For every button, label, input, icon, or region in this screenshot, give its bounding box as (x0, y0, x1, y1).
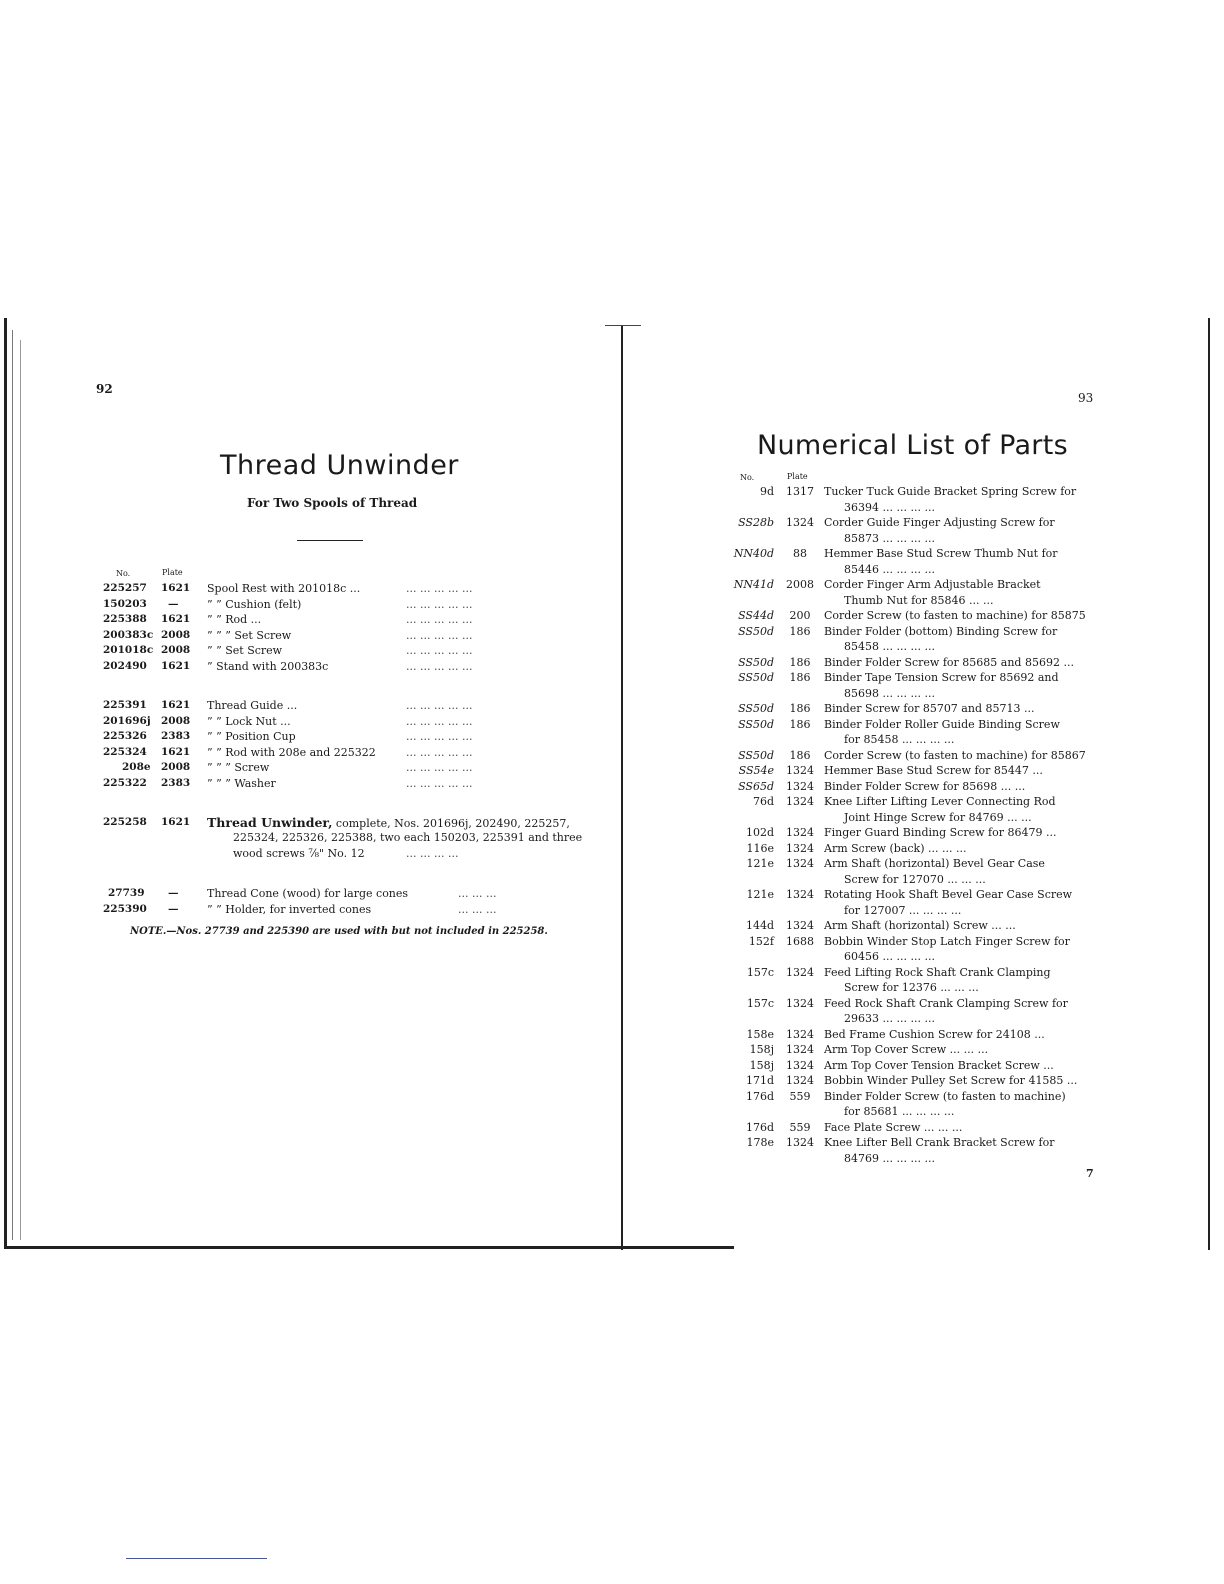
description-line: Bobbin Winder Pulley Set Screw for 41585 ... (824, 1074, 1078, 1087)
part-description: ” Stand with 200383c (207, 659, 329, 673)
plate-number: 1621 (161, 745, 191, 758)
plate-number: 2008 (161, 644, 191, 656)
part-number: 176d (745, 1089, 774, 1103)
left-page-number: 92 (96, 382, 113, 396)
part-description: ” ” ” Screw (207, 761, 270, 774)
list-item (712, 856, 1097, 887)
part-number: 208e (122, 761, 151, 773)
part-number: 178e (746, 1136, 774, 1149)
list-item (712, 1135, 1097, 1166)
plate-number: 2008 (161, 761, 191, 773)
description-line: 85698 ... ... ... ... (844, 686, 935, 700)
part-description (824, 670, 1086, 701)
description-line: complete, Nos. 201696j, 202490, 225257, (332, 817, 570, 830)
list-item (712, 1027, 1097, 1043)
left-page-subtitle: For Two Spools of Thread (247, 496, 418, 510)
part-description: Spool Rest with 201018c ... (207, 582, 361, 595)
list-item (712, 515, 1097, 546)
part-number: SS44d (738, 609, 774, 622)
part-number: 158j (749, 1058, 774, 1072)
part-number: SS50d (738, 655, 774, 669)
part-description: Thread Cone (wood) for large cones (207, 887, 409, 900)
part-number: NN40d (733, 547, 774, 560)
plate-number: 1324 (786, 516, 814, 529)
part-description (824, 1135, 1086, 1166)
part-description (824, 577, 1086, 608)
plate-number: 1324 (786, 1027, 814, 1041)
list-item (712, 717, 1097, 748)
part-number: 76d (752, 795, 774, 808)
leader-dots: ... ... ... ... ... (406, 699, 473, 712)
part-description (824, 763, 1086, 779)
description-line: Corder Screw (to fasten to machine) for 85875 (824, 609, 1086, 622)
plate-number: 186 (789, 702, 811, 715)
description-line: 225324, 225326, 225388, two each 150203, 225391 and three (233, 831, 583, 844)
part-description: ” ” Rod with 208e and 225322 (207, 745, 376, 759)
plate-number: 1621 (161, 613, 191, 625)
part-description (824, 1058, 1086, 1074)
leader-dots: ... ... ... ... ... (406, 597, 473, 611)
list-item (712, 841, 1097, 857)
plate-number: 2008 (161, 628, 191, 641)
part-number: 27739 (108, 887, 145, 899)
part-description (824, 825, 1086, 841)
gutter-line (621, 325, 623, 1250)
list-item (712, 1042, 1097, 1058)
description-line: 85446 ... ... ... ... (844, 562, 935, 576)
part-number: 225324 (103, 745, 147, 758)
description-line: 85458 ... ... ... ... (844, 640, 935, 653)
right-col-header-plate: Plate (787, 472, 808, 481)
list-item (712, 670, 1097, 701)
part-description (824, 965, 1086, 996)
description-line: Binder Folder Roller Guide Binding Screw (824, 717, 1060, 731)
leader-dots: ... ... ... ... ... (406, 628, 473, 642)
description-line: Binder Folder Screw for 85698 ... ... (824, 779, 1026, 793)
description-line: Screw for 127070 ... ... ... (844, 872, 986, 886)
part-number: SS28b (738, 516, 774, 529)
part-description (824, 918, 1086, 934)
part-number: 152f (748, 934, 774, 948)
leader-dots: ... ... ... ... ... (406, 745, 473, 759)
part-number: 225388 (103, 613, 147, 625)
table-row (0, 698, 600, 713)
leader-dots: ... ... ... ... ... (406, 714, 473, 728)
table-row (0, 628, 600, 643)
description-line: Joint Hinge Screw for 84769 ... ... (844, 810, 1032, 824)
description-line: Arm Top Cover Screw ... ... ... (824, 1043, 989, 1056)
plate-number: 1324 (786, 795, 814, 808)
description-line: Hemmer Base Stud Screw for 85447 ... (824, 764, 1043, 777)
description-line: Tucker Tuck Guide Bracket Spring Screw for (824, 485, 1077, 498)
table-row (0, 745, 600, 760)
plate-number: 186 (789, 655, 811, 669)
plate-number: 1621 (161, 699, 191, 711)
plate-number: 186 (789, 624, 811, 638)
list-item (712, 655, 1097, 671)
part-description: ” ” ” Washer (207, 776, 276, 790)
list-item (712, 996, 1097, 1027)
part-number: 9d (759, 485, 774, 498)
part-number: 225257 (103, 582, 147, 594)
plate-number: 1324 (786, 996, 814, 1010)
part-number: 144d (745, 919, 774, 932)
list-item (712, 577, 1097, 608)
plate-number: — (168, 887, 179, 899)
plate-number: 1621 (161, 582, 191, 594)
plate-number: 88 (793, 547, 807, 560)
part-description (824, 996, 1086, 1027)
description-line: 84769 ... ... ... ... (844, 1151, 935, 1165)
description-line: for 127007 ... ... ... ... (844, 903, 962, 917)
part-description (824, 856, 1086, 887)
list-item (712, 701, 1097, 717)
description-line: Corder Screw (to fasten to machine) for 85867 (824, 748, 1086, 762)
table-row (0, 597, 600, 612)
plate-number: 1324 (786, 1058, 814, 1072)
description-line: Arm Screw (back) ... ... ... (824, 841, 967, 855)
leader-dots: ... ... ... ... ... (406, 730, 473, 743)
right-page-number: 93 (1078, 391, 1094, 405)
description-line: 36394 ... ... ... ... (844, 500, 935, 514)
part-number: 225326 (103, 730, 147, 742)
part-number: 225258 (103, 816, 147, 828)
description-line: Binder Folder (bottom) Binding Screw for (824, 624, 1058, 638)
plate-number: 1324 (786, 888, 814, 901)
table-row (0, 612, 600, 627)
left-page-title: Thread Unwinder (220, 450, 459, 481)
part-description (824, 1120, 1086, 1136)
leader-dots: ... ... ... ... ... (406, 659, 473, 673)
plate-number: 2008 (786, 578, 814, 591)
part-number: 150203 (103, 597, 147, 610)
part-number: 171d (745, 1074, 774, 1087)
plate-number: 1324 (786, 1074, 814, 1087)
list-item (712, 484, 1097, 515)
plate-number: 200 (789, 609, 811, 622)
part-description: ” ” Holder, for inverted cones (207, 903, 372, 916)
table-row (0, 760, 600, 775)
table-row (0, 902, 600, 917)
leader-dots: ... ... ... (458, 903, 497, 916)
list-item (712, 1120, 1097, 1136)
plate-number: 1324 (786, 841, 814, 855)
part-description (824, 1027, 1086, 1043)
part-description: ” ” Cushion (felt) (207, 597, 302, 611)
plate-number: 2383 (161, 776, 191, 789)
description-line: Arm Shaft (horizontal) Screw ... ... (824, 919, 1016, 932)
description-line: Binder Screw for 85707 and 85713 ... (824, 702, 1035, 715)
list-item (712, 934, 1097, 965)
table-row (0, 886, 600, 901)
part-description (824, 779, 1086, 795)
part-description: ” ” Set Screw (207, 644, 283, 657)
plate-number: 1324 (786, 764, 814, 777)
leader-dots: ... ... ... ... ... (406, 644, 473, 657)
table-row (0, 815, 600, 865)
part-description: ” ” Position Cup (207, 730, 296, 743)
plate-number: 1324 (786, 857, 814, 870)
plate-number: 1324 (786, 919, 814, 932)
bold-title: Thread Unwinder, (207, 815, 333, 830)
part-description (824, 624, 1086, 655)
part-description (824, 748, 1086, 764)
plate-number: 1317 (786, 485, 814, 498)
plate-number: 1324 (786, 1043, 814, 1056)
description-line: Binder Folder Screw (to fasten to machine) (824, 1089, 1066, 1103)
col-header-plate: Plate (162, 568, 183, 577)
part-description (824, 608, 1086, 624)
leader-dots: ... ... ... ... ... (406, 761, 473, 774)
list-item (712, 825, 1097, 841)
plate-number: 186 (789, 748, 811, 762)
table-row (0, 714, 600, 729)
plate-number: 1621 (161, 659, 191, 672)
part-number: SS54e (738, 764, 774, 777)
table-row (0, 776, 600, 791)
part-number: 225390 (103, 903, 147, 915)
table-row (0, 729, 600, 744)
leader-dots: ... ... ... ... (406, 847, 459, 860)
plate-number: 1324 (786, 1136, 814, 1149)
plate-number: 1688 (786, 934, 814, 948)
part-number: NN41d (733, 578, 774, 591)
plate-number: 559 (789, 1089, 811, 1103)
part-description (824, 934, 1086, 965)
leader-dots: ... ... ... ... ... (406, 776, 473, 790)
description-line: 85873 ... ... ... ... (844, 531, 935, 545)
part-description: ” ” ” Set Screw (207, 628, 292, 642)
part-description (824, 1042, 1086, 1058)
description-line: Bed Frame Cushion Screw for 24108 ... (824, 1027, 1045, 1041)
part-description: Thread Guide ... (207, 699, 298, 712)
part-description (824, 515, 1086, 546)
right-page-title: Numerical List of Parts (757, 430, 1068, 461)
leader-dots: ... ... ... (458, 887, 497, 900)
part-number: 176d (745, 1120, 774, 1134)
part-number: SS50d (738, 717, 774, 731)
description-line: wood screws ⅞" No. 12 (233, 847, 365, 860)
part-number: 200383c (103, 628, 154, 641)
plate-number: 186 (789, 717, 811, 731)
plate-number: — (168, 597, 179, 610)
list-item (712, 624, 1097, 655)
list-item (712, 887, 1097, 918)
plate-number: 1621 (161, 816, 191, 828)
part-description (824, 701, 1086, 717)
part-description (824, 484, 1086, 515)
leader-dots: ... ... ... ... ... (406, 582, 473, 595)
list-item (712, 763, 1097, 779)
list-item (712, 1058, 1097, 1074)
description-line: for 85458 ... ... ... ... (844, 733, 955, 746)
description-line: Screw for 12376 ... ... ... (844, 981, 979, 994)
part-description (824, 655, 1086, 671)
table-row (0, 659, 600, 674)
right-col-header-no: No. (740, 473, 755, 482)
table-row (0, 581, 600, 596)
list-item (712, 794, 1097, 825)
plate-number: 559 (789, 1120, 811, 1134)
plate-number: 1324 (786, 826, 814, 839)
part-number: 157c (746, 965, 774, 979)
footnote: NOTE.—Nos. 27739 and 225390 are used with but not included in 225258. (130, 926, 548, 937)
part-description (207, 815, 570, 831)
description-line: Knee Lifter Lifting Lever Connecting Rod (824, 795, 1056, 808)
part-description (824, 717, 1086, 748)
part-number: 102d (745, 826, 774, 839)
gutter-top-tick (605, 325, 641, 326)
part-description: ” ” Lock Nut ... (207, 714, 291, 728)
plate-number: 186 (789, 671, 811, 684)
description-line: Hemmer Base Stud Screw Thumb Nut for (824, 547, 1058, 560)
part-description (824, 1073, 1086, 1089)
description-line: for 85681 ... ... ... ... (844, 1105, 955, 1118)
description-line: 29633 ... ... ... ... (844, 1012, 935, 1025)
description-line: Face Plate Screw ... ... ... (824, 1120, 963, 1134)
part-number: SS50d (738, 702, 774, 715)
plate-number: 2383 (161, 730, 191, 742)
part-description (824, 1089, 1086, 1120)
bottom-link-line (126, 1558, 267, 1559)
part-number: SS65d (738, 779, 774, 793)
description-line: Corder Guide Finger Adjusting Screw for (824, 516, 1055, 529)
part-number: 225391 (103, 699, 147, 711)
part-number: SS50d (738, 671, 774, 684)
part-number: 157c (746, 996, 774, 1010)
description-line: Thumb Nut for 85846 ... ... (844, 593, 994, 607)
list-item (712, 965, 1097, 996)
part-number: 158e (746, 1027, 774, 1041)
part-number: 116e (746, 841, 774, 855)
list-item (712, 748, 1097, 764)
right-page-edge (1208, 318, 1210, 1250)
plate-number: 1324 (786, 779, 814, 793)
description-line: Rotating Hook Shaft Bevel Gear Case Screw (824, 888, 1073, 901)
col-header-no: No. (116, 569, 131, 578)
plate-number: — (168, 903, 179, 915)
description-line: Arm Top Cover Tension Bracket Screw ... (824, 1058, 1054, 1072)
part-number: 201018c (103, 644, 154, 656)
description-line: Arm Shaft (horizontal) Bevel Gear Case (824, 857, 1045, 870)
page-bottom-edge (4, 1246, 734, 1249)
description-line: Corder Finger Arm Adjustable Bracket (824, 578, 1041, 591)
part-number: 121e (746, 857, 774, 870)
leader-dots: ... ... ... ... ... (406, 613, 473, 626)
part-description (824, 546, 1086, 577)
list-item (712, 918, 1097, 934)
part-number: 225322 (103, 776, 147, 789)
description-line: Finger Guard Binding Screw for 86479 ... (824, 826, 1057, 839)
part-description (824, 841, 1086, 857)
description-line: Binder Folder Screw for 85685 and 85692 ... (824, 655, 1074, 669)
part-number: 201696j (103, 714, 151, 727)
list-item (712, 608, 1097, 624)
description-line: Bobbin Winder Stop Latch Finger Screw for (824, 934, 1070, 948)
plate-number: 1324 (786, 965, 814, 979)
part-number: SS50d (738, 748, 774, 762)
list-item (712, 1089, 1097, 1120)
description-line: Feed Rock Shaft Crank Clamping Screw for (824, 996, 1068, 1010)
part-number: SS50d (738, 624, 774, 638)
list-item (712, 779, 1097, 795)
list-item (712, 1073, 1097, 1089)
title-rule (297, 540, 363, 541)
part-description: ” ” Rod ... (207, 613, 262, 626)
list-item (712, 546, 1097, 577)
part-number: 121e (746, 888, 774, 901)
table-row (0, 643, 600, 658)
part-description (824, 794, 1086, 825)
part-description (824, 887, 1086, 918)
description-line: Binder Tape Tension Screw for 85692 and (824, 671, 1059, 684)
description-line: Knee Lifter Bell Crank Bracket Screw for (824, 1136, 1055, 1149)
part-number: 202490 (103, 659, 147, 672)
signature-mark: 7 (1086, 1167, 1094, 1180)
description-line: 60456 ... ... ... ... (844, 950, 935, 963)
part-number: 158j (749, 1043, 774, 1056)
plate-number: 2008 (161, 714, 191, 727)
description-line: Feed Lifting Rock Shaft Crank Clamping (824, 965, 1051, 979)
